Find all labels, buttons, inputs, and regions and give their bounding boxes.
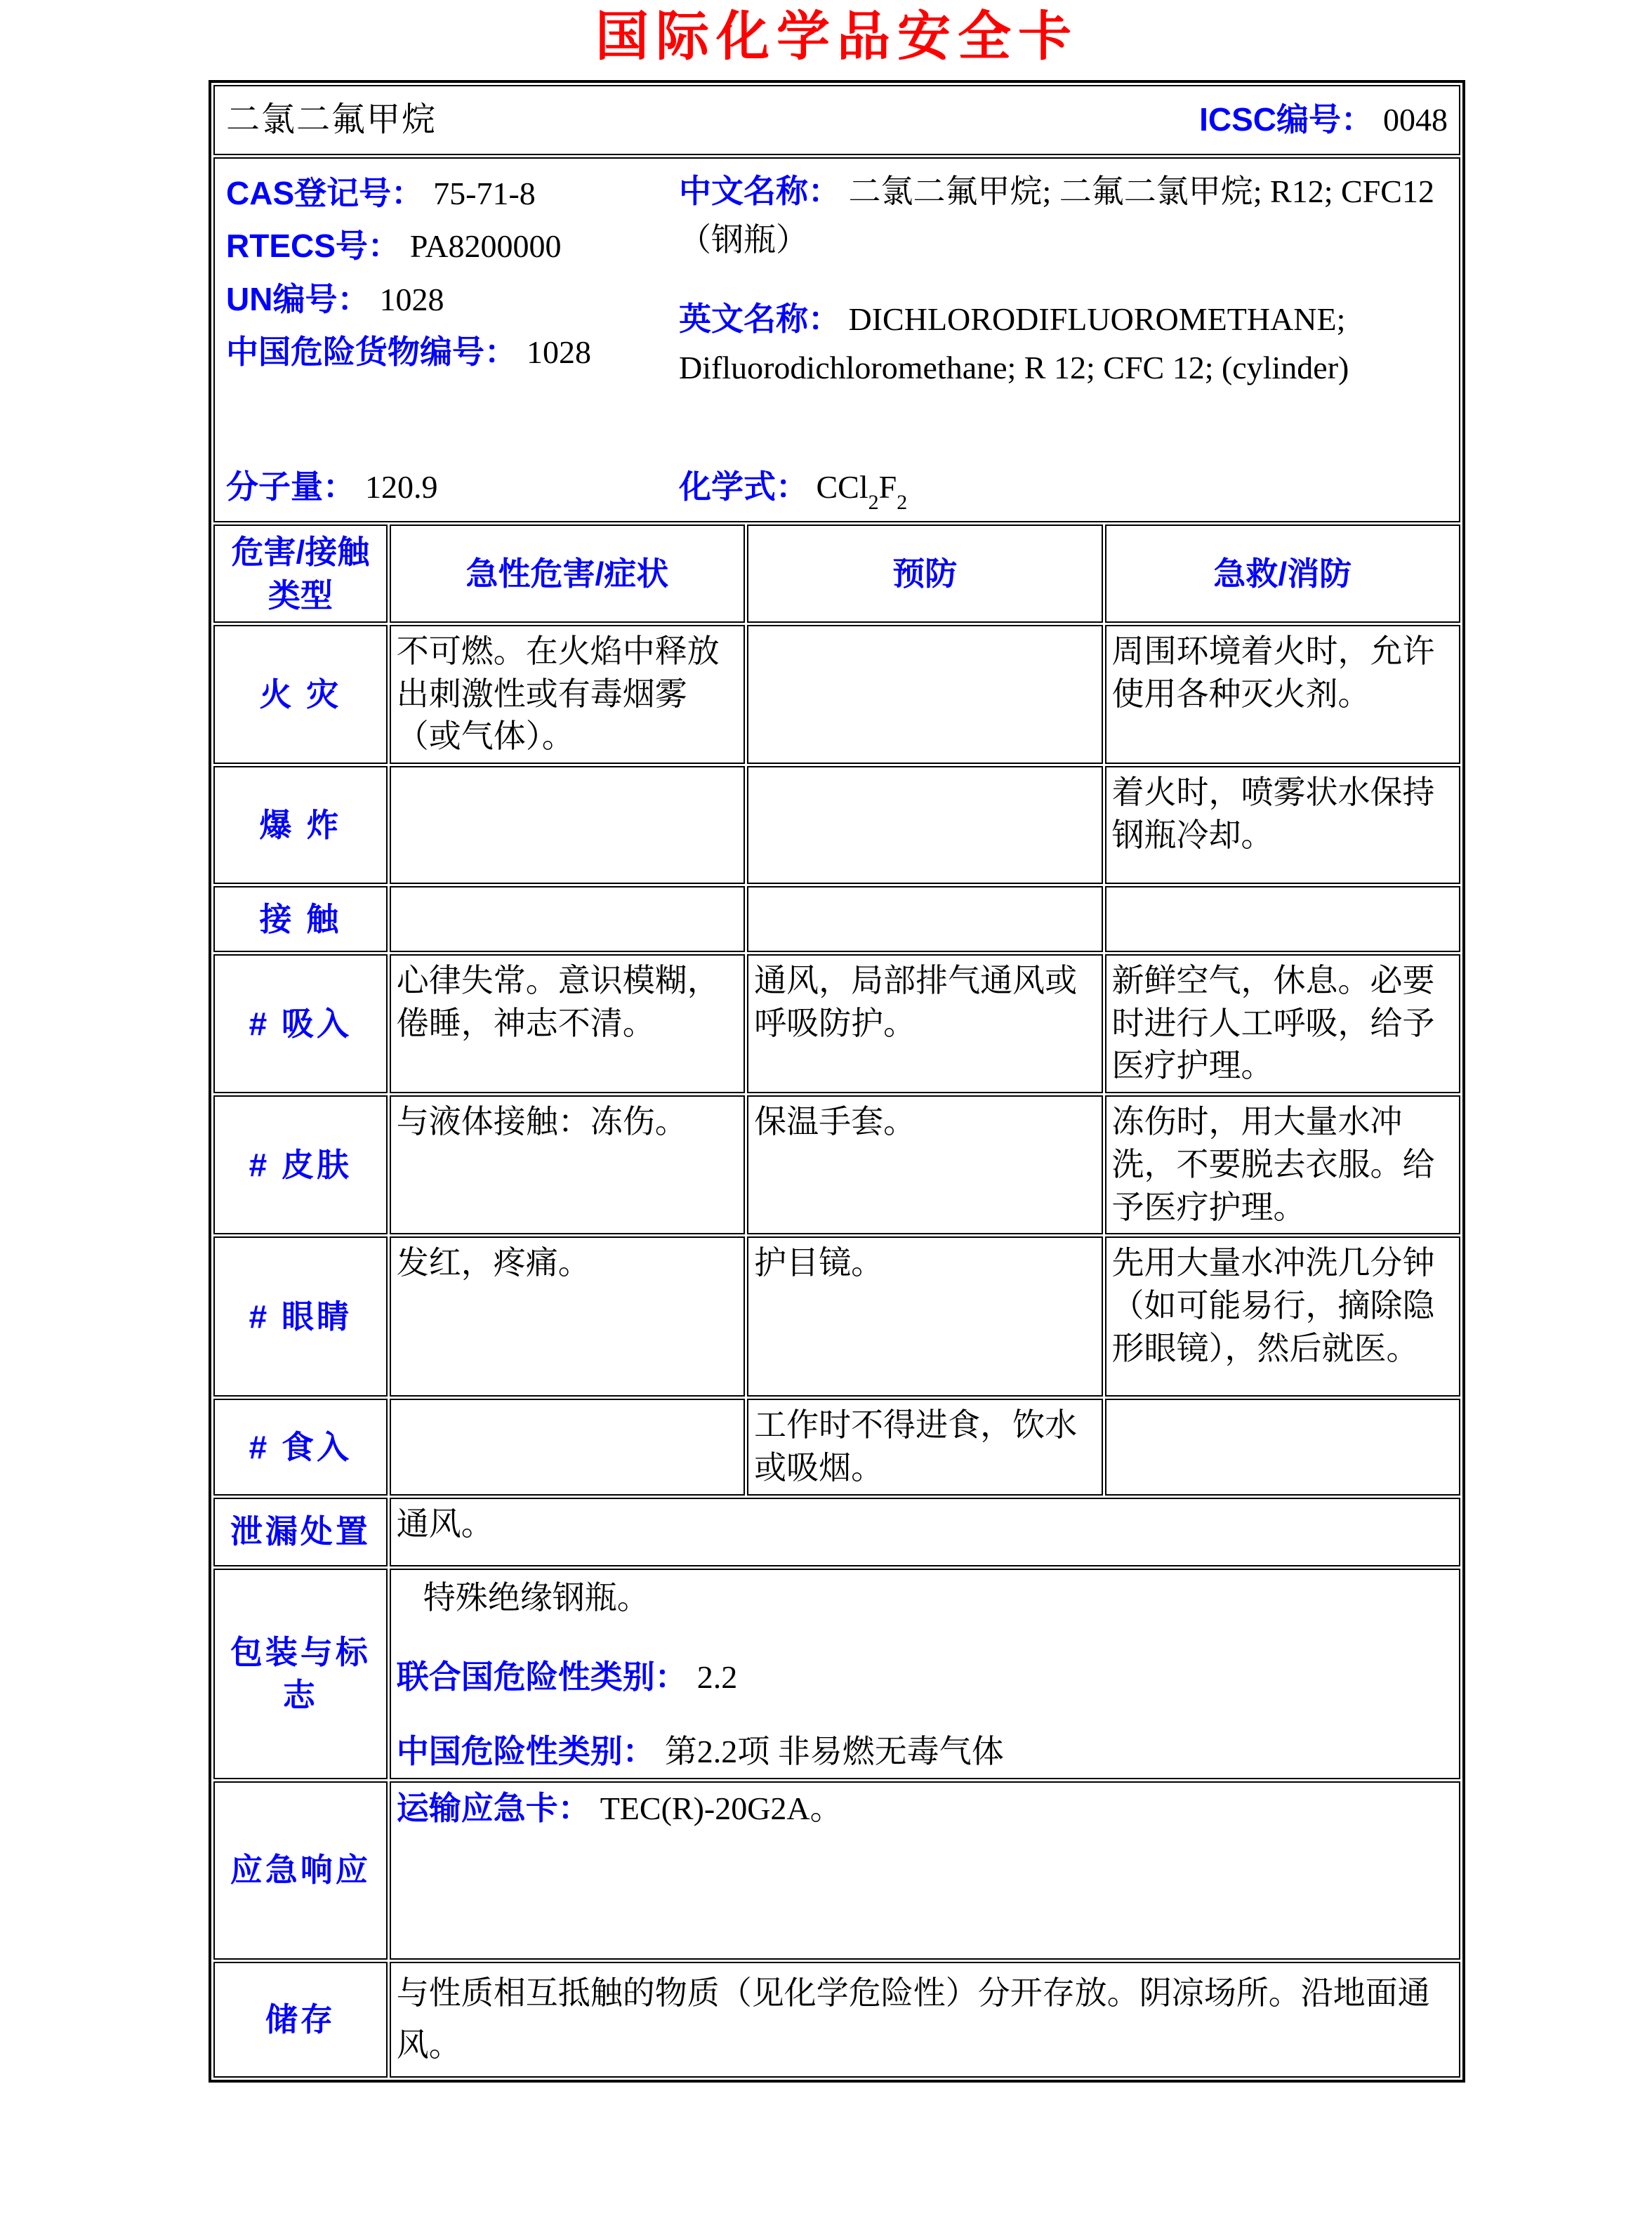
hazard-row-explosion [213,766,1460,884]
icsc-number-value: 0048 [1383,101,1448,138]
ingestion-symptoms [390,1399,745,1495]
skin-symptoms: 与液体接触：冻伤。 [390,1095,745,1234]
name-row [213,85,1460,155]
eyes-prevention: 护目镜。 [747,1236,1102,1397]
un-number: UN编号： 1028 [226,280,444,317]
storage-row [213,1962,1460,2078]
spillage-content: 通风。 [390,1498,1460,1566]
chemical-names [679,167,1448,466]
emergency-row [213,1781,1460,1960]
chemical-name: 二氯二氟甲烷 [226,100,437,138]
hazard-row-inhalation [213,954,1460,1093]
skin-prevention: 保温手套。 [747,1095,1102,1234]
cas-number: CAS登记号： 75-71-8 [226,174,536,211]
hazard-row-exposure [213,886,1460,952]
header-prevention: 预防 [747,524,1102,623]
name-cell [213,85,1460,155]
explosion-symptoms [390,766,745,884]
packaging-row [213,1569,1460,1779]
exposure-prevention [747,886,1102,952]
storage-content: 与性质相互抵触的物质（见化学危险性）分开存放。阴凉场所。沿地面通风。 [390,1962,1460,2078]
header-acute-symptoms: 急性危害/症状 [390,524,745,623]
spillage-row [213,1498,1460,1566]
inhalation-prevention: 通风，局部排气通风或呼吸防护。 [747,954,1102,1093]
packaging-cylinder-note: 特殊绝缘钢瓶。 [423,1579,649,1616]
tec-card-label: 运输应急卡： [396,1789,590,1826]
icsc-number [1199,98,1448,142]
fire-symptoms: 不可燃。在火焰中释放出刺激性或有毒烟雾（或气体）。 [390,625,745,764]
row-label-emergency: 应急响应 [213,1781,388,1960]
row-label-skin: # 皮肤 [213,1095,388,1234]
inhalation-firstaid: 新鲜空气，休息。必要时进行人工呼吸，给予医疗护理。 [1105,954,1461,1093]
fire-firstaid: 周围环境着火时，允许使用各种灭火剂。 [1105,625,1461,764]
ingestion-firstaid [1105,1399,1461,1495]
emergency-content [390,1781,1460,1960]
fire-prevention [747,625,1102,764]
china-hazard-class: 中国危险性类别： 第2.2项 非易燃无毒气体 [396,1733,1004,1770]
inhalation-symptoms: 心律失常。意识模糊，倦睡，神志不清。 [390,954,745,1093]
identifiers-row [213,157,1460,522]
icsc-number-label: ICSC编号： [1199,100,1373,138]
un-hazard-class: 联合国危险性类别： 2.2 [396,1658,738,1696]
row-label-explosion: 爆 炸 [213,766,388,884]
skin-firstaid: 冻伤时，用大量水冲洗，不要脱去衣服。给予医疗护理。 [1105,1095,1461,1234]
row-label-ingestion: # 食入 [213,1399,388,1495]
header-hazard-type: 危害/接触 类型 [213,524,388,623]
exposure-symptoms [390,886,745,952]
row-label-spillage: 泄漏处置 [213,1498,388,1566]
page-title: 国际化学品安全卡 [595,8,1078,67]
explosion-firstaid: 着火时，喷雾状水保持钢瓶冷却。 [1105,766,1461,884]
row-label-exposure: 接 触 [213,886,388,952]
row-label-storage: 储存 [213,1962,388,2078]
packaging-content [390,1569,1460,1779]
row-label-eyes: # 眼睛 [213,1236,388,1397]
icsc-table [209,80,1465,2083]
registry-numbers [226,167,679,466]
hazard-row-ingestion [213,1399,1460,1495]
chinese-name: 中文名称： 二氯二氟甲烷; 二氟二氯甲烷; R12; CFC12（钢瓶） [679,172,1434,258]
english-name: 英文名称： DICHLORODIFLUOROMETHANE; Difluorodichloromethane; R 12; CFC 12; (cylinder) [679,300,1349,385]
china-dangerous-goods-number: 中国危险货物编号： 1028 [226,334,591,371]
hazard-row-fire [213,625,1460,764]
explosion-prevention [747,766,1102,884]
row-label-fire: 火 灾 [213,625,388,764]
ingestion-prevention: 工作时不得进食，饮水或吸烟。 [747,1399,1102,1495]
chemical-formula: 化学式： $CCl_2F_2$ [679,468,908,514]
molecular-weight: 分子量： 120.9 [226,468,438,505]
tec-card-value: TEC(R)-20G2A。 [600,1790,842,1826]
eyes-symptoms: 发红，疼痛。 [390,1236,745,1397]
eyes-firstaid: 先用大量水冲洗几分钟（如可能易行，摘除隐形眼镜），然后就医。 [1105,1236,1461,1397]
header-firstaid-firefighting: 急救/消防 [1105,524,1461,623]
exposure-firstaid [1105,886,1461,952]
hazard-header-row [213,524,1460,623]
hazard-row-eyes [213,1236,1460,1397]
formula-text: $CCl_2F_2$ [816,468,908,514]
row-label-inhalation: # 吸入 [213,954,388,1093]
hazard-row-skin [213,1095,1460,1234]
identifiers-cell [213,157,1460,522]
row-label-packaging: 包装与标志 [213,1569,388,1779]
rtecs-number: RTECS号： PA8200000 [226,227,562,265]
